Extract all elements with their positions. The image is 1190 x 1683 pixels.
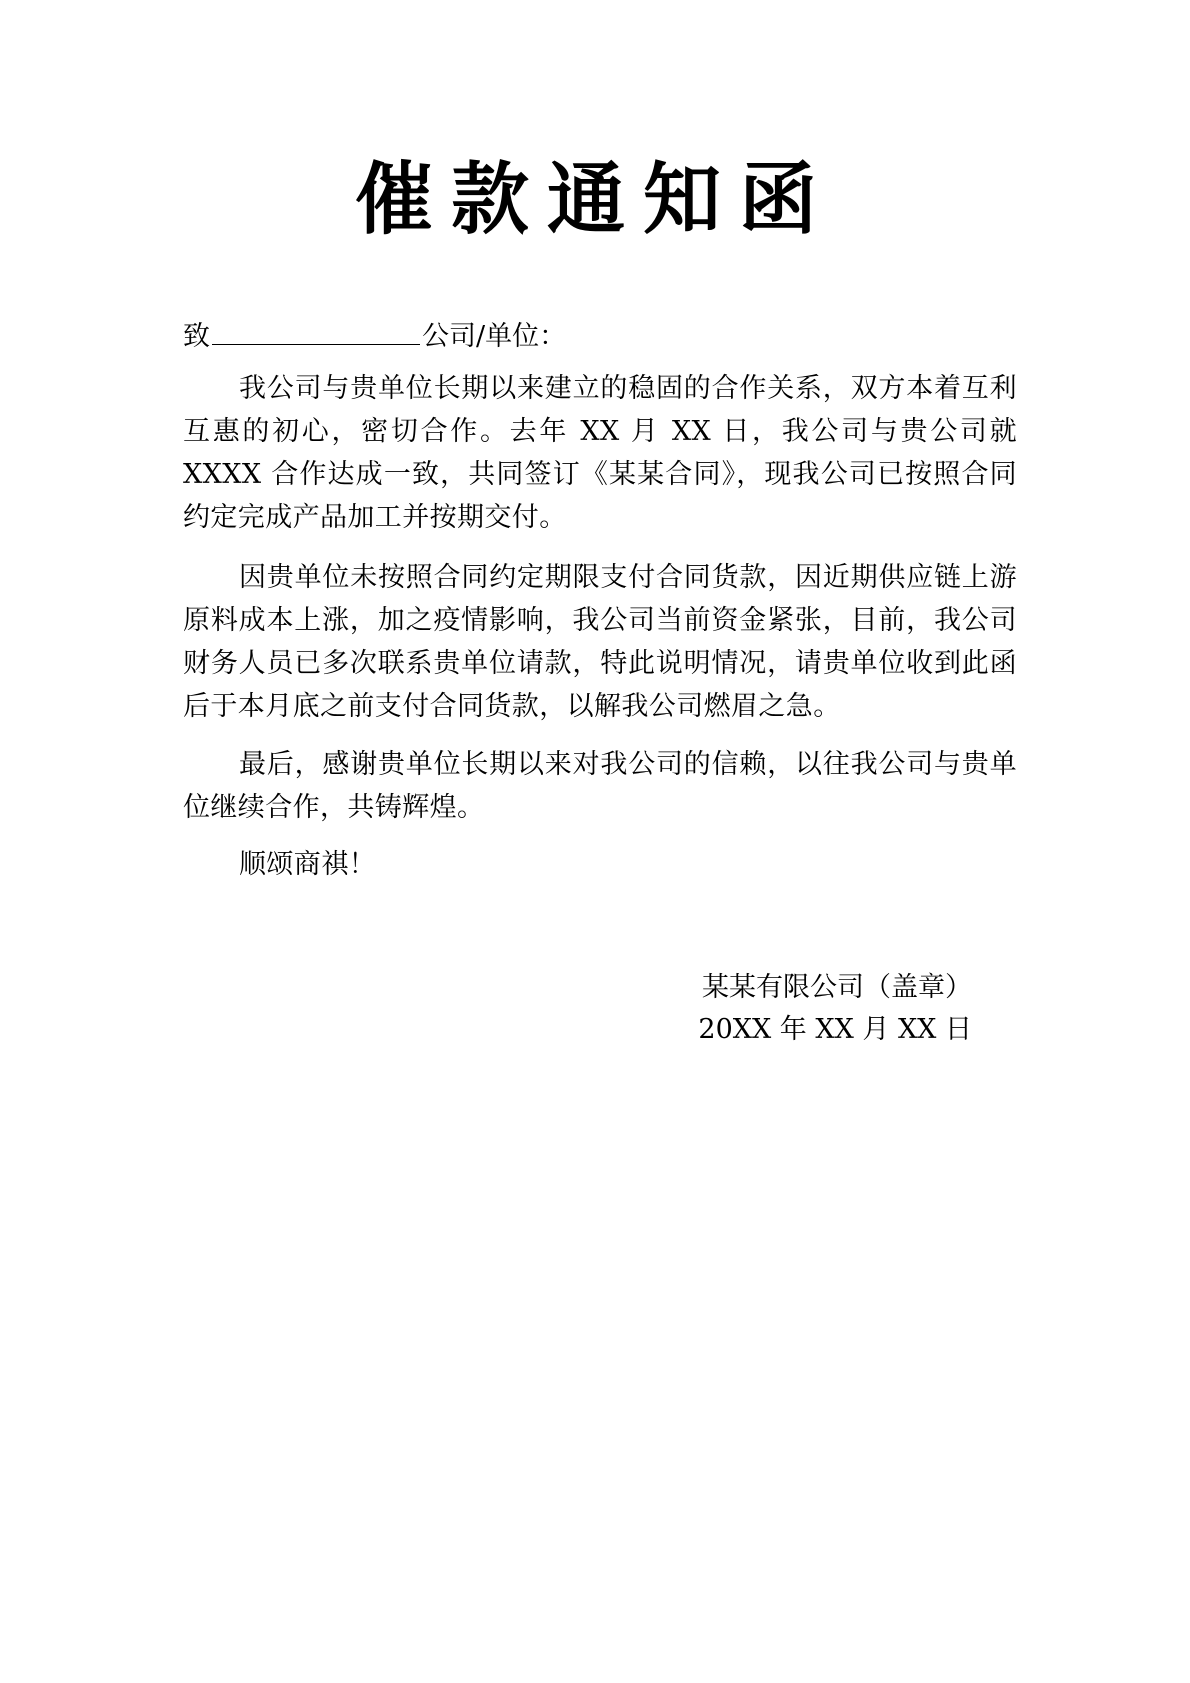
body-paragraph-3: 最后，感谢贵单位长期以来对我公司的信赖，以往我公司与贵单位继续合作，共铸辉煌。: [183, 749, 1017, 823]
salutation-prefix: 致: [183, 321, 210, 352]
signature-date: 20XX 年 XX 月 XX 日: [698, 1014, 972, 1045]
body-paragraph-2: 因贵单位未按照合同约定期限支付合同货款，因近期供应链上游原料成本上涨，加之疫情影响，我公司当前资金紧张，目前，我公司财务人员已多次联系贵单位请款，特此说明情况，请贵单位收到此函后于本月底之前支付合同货款，以解我公司燃眉之急。: [183, 562, 1017, 722]
signature-company: 某某有限公司（盖章）: [702, 972, 972, 1003]
salutation-line: [183, 317, 566, 357]
recipient-blank-line: [212, 318, 420, 345]
body-paragraph-1: 我公司与贵单位长期以来建立的稳固的合作关系，双方本着互利互惠的初心，密切合作。去年 XX 月 XX 日，我公司与贵公司就 XXXX 合作达成一致，共同签订《某某合同》，现我公司已按照合同约定完成产品加工并按期交付。: [183, 373, 1017, 533]
document-title: 催款通知函: [354, 154, 835, 245]
closing-greeting: 顺颂商祺！: [239, 849, 376, 880]
salutation-suffix: 公司/单位：: [422, 321, 567, 352]
